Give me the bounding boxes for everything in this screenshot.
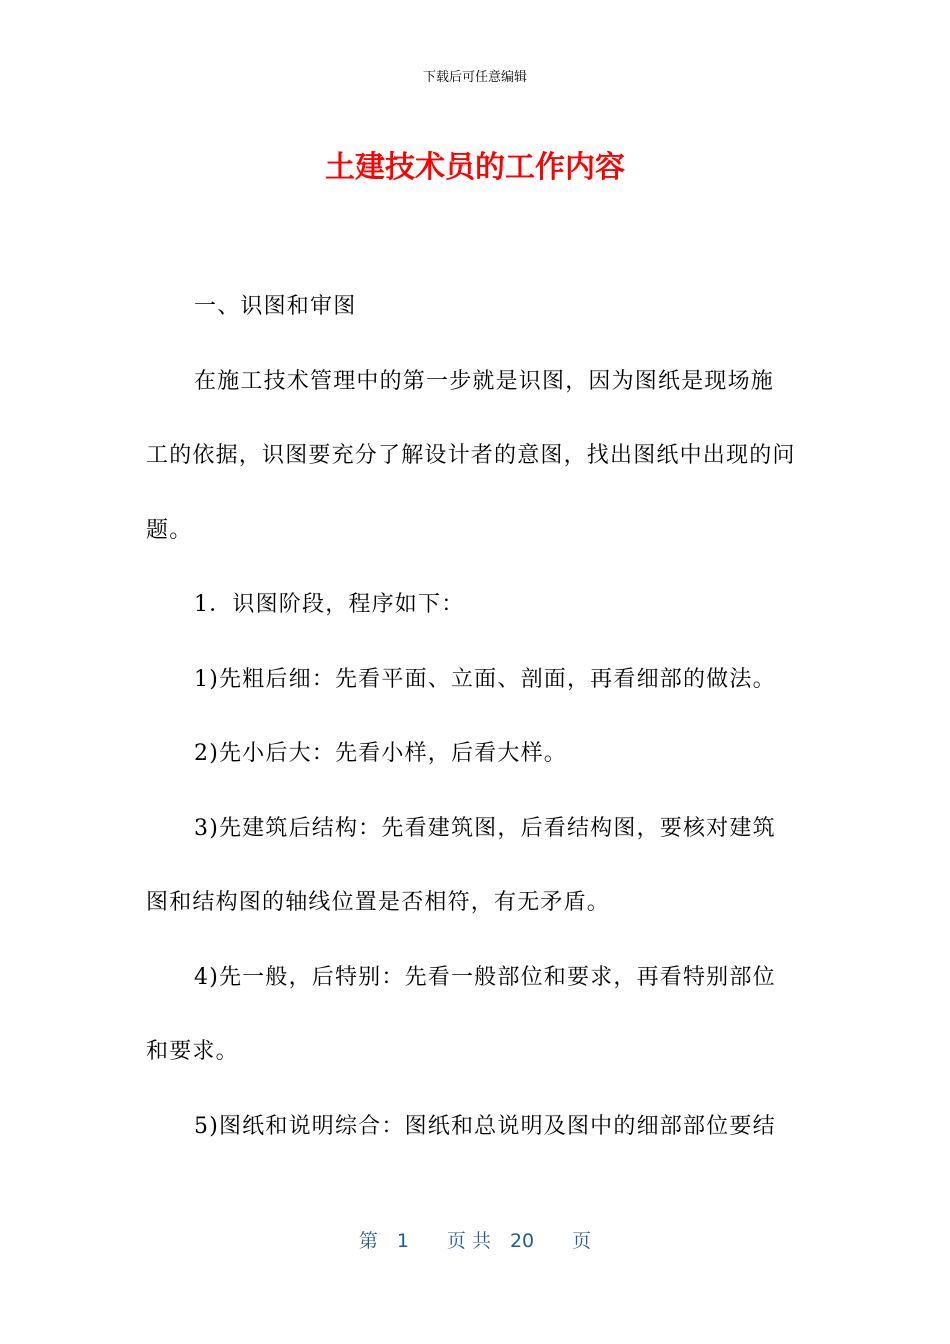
list-item: 3)先建筑后结构：先看建筑图，后看结构图，要核对建筑图和结构图的轴线位置是否相符，有无矛盾。 (146, 815, 776, 915)
document-body (146, 270, 796, 1164)
paragraph: 在施工技术管理中的第一步就是识图，因为图纸是现场施工的依据，识图要充分了解设计者的意图，找出图纸中出现的问题。 (146, 368, 796, 543)
list-item: 1)先粗后细：先看平面、立面、剖面，再看细部的做法。 (194, 666, 776, 692)
header-note: 下载后可任意编辑 (422, 70, 527, 85)
page-number-footer: 第 1 页 共 20 页 (358, 1230, 592, 1252)
document-title: 土建技术员的工作内容 (325, 150, 625, 185)
list-item: 2)先小后大：先看小样，后看大样。 (194, 741, 567, 766)
list-item: 4)先一般，后特别：先看一般部位和要求，再看特别部位和要求。 (146, 964, 776, 1064)
list-heading: 1．识图阶段，程序如下： (194, 592, 465, 617)
list-item: 5)图纸和说明综合：图纸和总说明及图中的细部部位要结 (194, 1113, 776, 1139)
section-heading: 一、识图和审图 (194, 294, 357, 319)
